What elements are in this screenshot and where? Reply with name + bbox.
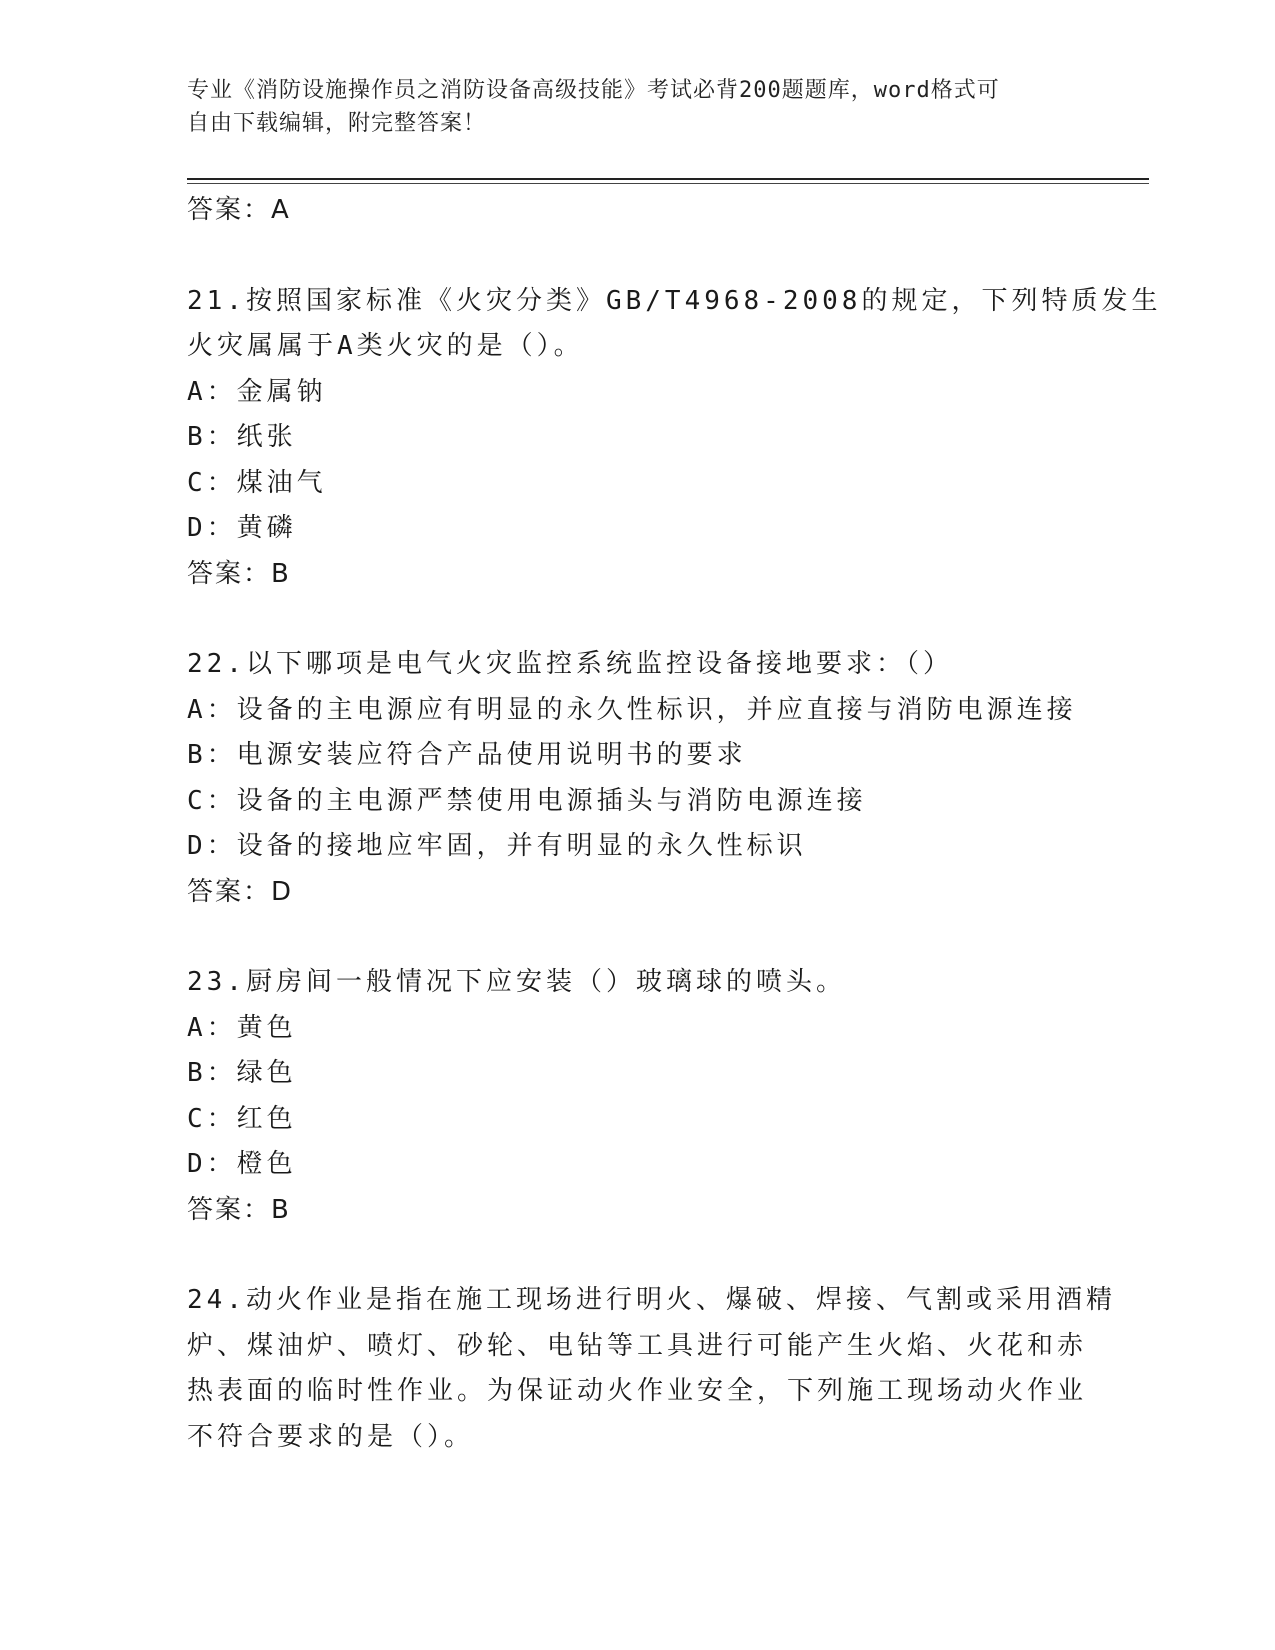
option-a: A：黄色 [187, 1012, 297, 1043]
previous-answer: 答案：A [187, 195, 291, 225]
question-text-line: 23.厨房间一般情况下应安装（）玻璃球的喷头。 [187, 967, 846, 997]
question-block [187, 279, 1162, 598]
answer-line: 答案：B [187, 558, 291, 589]
question-text-line: 热表面的临时性作业。为保证动火作业安全，下列施工现场动火作业 [187, 1376, 1088, 1406]
question-text-line: 22.以下哪项是电气火灾监控系统监控设备接地要求：（） [187, 649, 953, 679]
option-d: D：设备的接地应牢固，并有明显的永久性标识 [187, 831, 807, 861]
option-d: D：橙色 [187, 1149, 297, 1179]
spacer [187, 1233, 1087, 1278]
header-divider-thick [187, 178, 1149, 180]
option-d: D：黄磷 [187, 513, 297, 543]
question-text-line: 不符合要求的是（）。 [187, 1421, 475, 1452]
question-block [187, 1278, 1116, 1460]
option-c: C：煤油气 [187, 467, 327, 498]
question-text-line: 炉、煤油炉、喷灯、砂轮、电钻等工具进行可能产生火焰、火花和赤 [187, 1330, 1088, 1361]
answer-line: 答案：D [187, 876, 294, 907]
option-b: B：绿色 [187, 1058, 297, 1088]
header-line-1: 专业《消防设施操作员之消防设备高级技能》考试必背200题题库，word格式可 [187, 78, 1000, 103]
option-b: B：纸张 [187, 422, 297, 452]
header-divider-thin [187, 183, 1149, 184]
spacer [187, 234, 1087, 279]
question-block [187, 960, 1087, 1233]
spacer [187, 915, 1087, 960]
option-c: C：设备的主电源严禁使用电源插头与消防电源连接 [187, 785, 867, 816]
option-c: C：红色 [187, 1103, 297, 1134]
option-a: A：设备的主电源应有明显的永久性标识，并应直接与消防电源连接 [187, 694, 1077, 725]
page-header [187, 74, 1067, 140]
question-content [187, 188, 1162, 1460]
question-block [187, 642, 1087, 915]
question-text-line: 火灾属属于A类火灾的是（）。 [187, 331, 584, 361]
header-line-2: 自由下载编辑，附完整答案！ [187, 111, 487, 136]
question-text-line: 24.动火作业是指在施工现场进行明火、爆破、焊接、气割或采用酒精 [187, 1285, 1116, 1315]
answer-line: 答案：B [187, 1194, 291, 1225]
question-text-line: 21.按照国家标准《火灾分类》GB/T4968-2008的规定，下列特质发生 [187, 285, 1162, 316]
option-a: A：金属钠 [187, 376, 327, 407]
option-b: B：电源安装应符合产品使用说明书的要求 [187, 740, 747, 770]
spacer [187, 597, 1087, 642]
